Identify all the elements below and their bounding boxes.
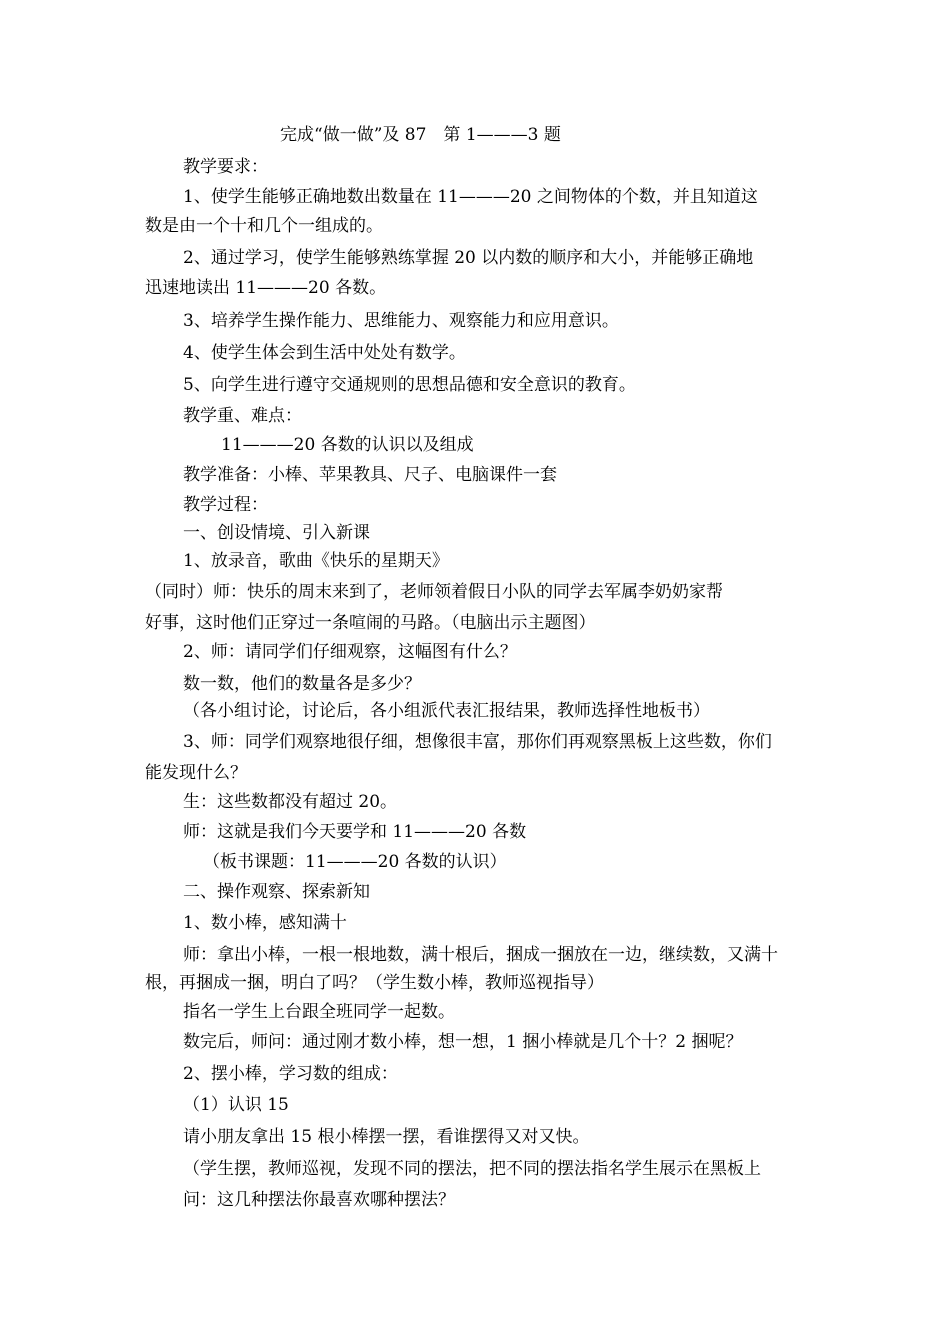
- text-line: 能发现什么？: [145, 763, 247, 783]
- text-line: （各小组讨论，讨论后，各小组派代表汇报结果，教师选择性地板书）: [183, 701, 710, 721]
- text-line: 数是由一个十和几个一组成的。: [145, 216, 383, 236]
- text-line: 指名一学生上台跟全班同学一起数。: [183, 1002, 455, 1022]
- text-line: 2、师：请同学们仔细观察，这幅图有什么？: [183, 642, 517, 662]
- text-line: 迅速地读出 11———20 各数。: [145, 278, 387, 298]
- text-line: 数一数，他们的数量各是多少？: [183, 674, 421, 694]
- text-line: 数完后，师问：通过刚才数小棒，想一想，1 捆小棒就是几个十？2 捆呢？: [183, 1032, 743, 1052]
- text-line: 请小朋友拿出 15 根小棒摆一摆，看谁摆得又对又快。: [183, 1127, 590, 1147]
- section-heading: 教学过程：: [183, 495, 268, 515]
- text-line: （学生摆，教师巡视，发现不同的摆法，把不同的摆法指名学生展示在黑板上: [183, 1159, 761, 1179]
- section-heading: 二、操作观察、探索新知: [183, 882, 370, 902]
- text-line: 生：这些数都没有超过 20。: [183, 792, 398, 812]
- section-heading: 一、创设情境、引入新课: [183, 523, 370, 543]
- document-title: 完成“做一做”及 87 第 1———3 题: [280, 125, 561, 145]
- text-line: 师：这就是我们今天要学和 11———20 各数: [183, 822, 527, 842]
- text-line: 3、师：同学们观察地很仔细，想像很丰富，那你们再观察黑板上这些数，你们: [183, 732, 772, 752]
- text-line: 师：拿出小棒，一根一根地数，满十根后，捆成一捆放在一边，继续数，又满十: [183, 945, 778, 965]
- text-line: 1、放录音，歌曲《快乐的星期天》: [183, 551, 449, 571]
- text-line: 2、通过学习，使学生能够熟练掌握 20 以内数的顺序和大小，并能够正确地: [183, 248, 754, 268]
- text-line: （同时）师：快乐的周末来到了，老师领着假日小队的同学去军属李奶奶家帮: [145, 582, 723, 602]
- text-line: 1、数小棒，感知满十: [183, 913, 347, 933]
- text-line: （板书课题：11———20 各数的认识）: [203, 852, 507, 872]
- text-line: 问：这几种摆法你最喜欢哪种摆法？: [183, 1190, 455, 1210]
- text-line: （1）认识 15: [183, 1095, 289, 1115]
- text-line: 11———20 各数的认识以及组成: [221, 435, 474, 455]
- text-line: 5、向学生进行遵守交通规则的思想品德和安全意识的教育。: [183, 375, 636, 395]
- text-line: 根，再捆成一捆，明白了吗？（学生数小棒，教师巡视指导）: [145, 973, 604, 993]
- section-heading: 教学准备：小棒、苹果教具、尺子、电脑课件一套: [183, 465, 557, 485]
- text-line: 4、使学生体会到生活中处处有数学。: [183, 343, 466, 363]
- text-line: 2、摆小棒，学习数的组成：: [183, 1064, 398, 1084]
- section-heading: 教学要求：: [183, 157, 268, 177]
- text-line: 1、使学生能够正确地数出数量在 11———20 之间物体的个数，并且知道这: [183, 187, 758, 207]
- text-line: 好事，这时他们正穿过一条喧闹的马路。（电脑出示主题图）: [145, 613, 596, 633]
- text-line: 3、培养学生操作能力、思维能力、观察能力和应用意识。: [183, 311, 619, 331]
- section-heading: 教学重、难点：: [183, 406, 302, 426]
